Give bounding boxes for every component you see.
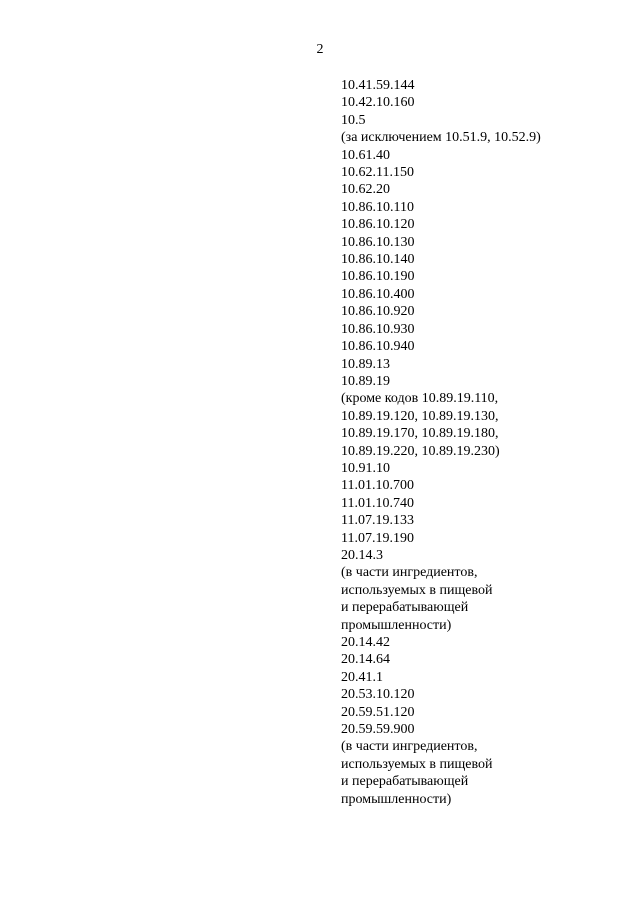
code-line: 10.86.10.400 xyxy=(341,286,415,302)
code-line: 10.89.19 xyxy=(341,373,390,389)
code-line: 10.86.10.130 xyxy=(341,234,415,250)
code-line: 10.62.20 xyxy=(341,182,390,198)
code-line: 10.89.13 xyxy=(341,356,390,372)
code-note-line: 10.89.19.170, 10.89.19.180, xyxy=(341,426,499,442)
code-line: 20.59.51.120 xyxy=(341,704,415,720)
code-line: 10.86.10.190 xyxy=(341,269,415,285)
code-line: 20.41.1 xyxy=(341,669,383,685)
code-note-line: (в части ингредиентов, xyxy=(341,565,478,581)
code-line: 20.59.59.900 xyxy=(341,722,415,738)
code-note-line: и перерабатывающей xyxy=(341,600,469,616)
code-note-line: используемых в пищевой xyxy=(341,756,493,772)
code-line: 10.86.10.930 xyxy=(341,321,415,337)
code-list xyxy=(341,77,541,808)
code-line: 10.42.10.160 xyxy=(341,95,415,111)
code-note-line: используемых в пищевой xyxy=(341,582,493,598)
code-line: 10.5 xyxy=(341,112,366,128)
code-note-line: 10.89.19.120, 10.89.19.130, xyxy=(341,408,499,424)
code-line: 10.86.10.920 xyxy=(341,304,415,320)
code-line: 10.41.59.144 xyxy=(341,78,415,93)
code-line: 20.14.64 xyxy=(341,652,390,668)
page-number: 2 xyxy=(316,42,324,57)
code-line: 10.62.11.150 xyxy=(341,165,414,181)
code-line: 10.61.40 xyxy=(341,147,390,163)
code-line: 20.14.3 xyxy=(341,547,383,563)
code-line: 11.07.19.133 xyxy=(341,513,414,529)
code-line: 20.53.10.120 xyxy=(341,687,415,703)
code-note-line: (кроме кодов 10.89.19.110, xyxy=(341,391,499,407)
code-line: 10.86.10.110 xyxy=(341,199,414,215)
code-note-line: промышленности) xyxy=(341,791,452,807)
code-line: 10.86.10.140 xyxy=(341,252,415,268)
code-line: 10.86.10.120 xyxy=(341,217,415,233)
code-note-line: и перерабатывающей xyxy=(341,774,469,790)
code-line: 11.07.19.190 xyxy=(341,530,414,546)
code-line: 10.86.10.940 xyxy=(341,339,415,355)
code-line: 10.91.10 xyxy=(341,460,390,476)
code-note-line: промышленности) xyxy=(341,617,452,633)
code-line: 20.14.42 xyxy=(341,635,390,650)
code-note-line: (в части ингредиентов, xyxy=(341,739,478,755)
code-note-line: (за исключением 10.51.9, 10.52.9) xyxy=(341,130,541,146)
code-line: 11.01.10.740 xyxy=(341,495,414,511)
code-line: 11.01.10.700 xyxy=(341,478,414,494)
code-note-line: 10.89.19.220, 10.89.19.230) xyxy=(341,443,500,459)
